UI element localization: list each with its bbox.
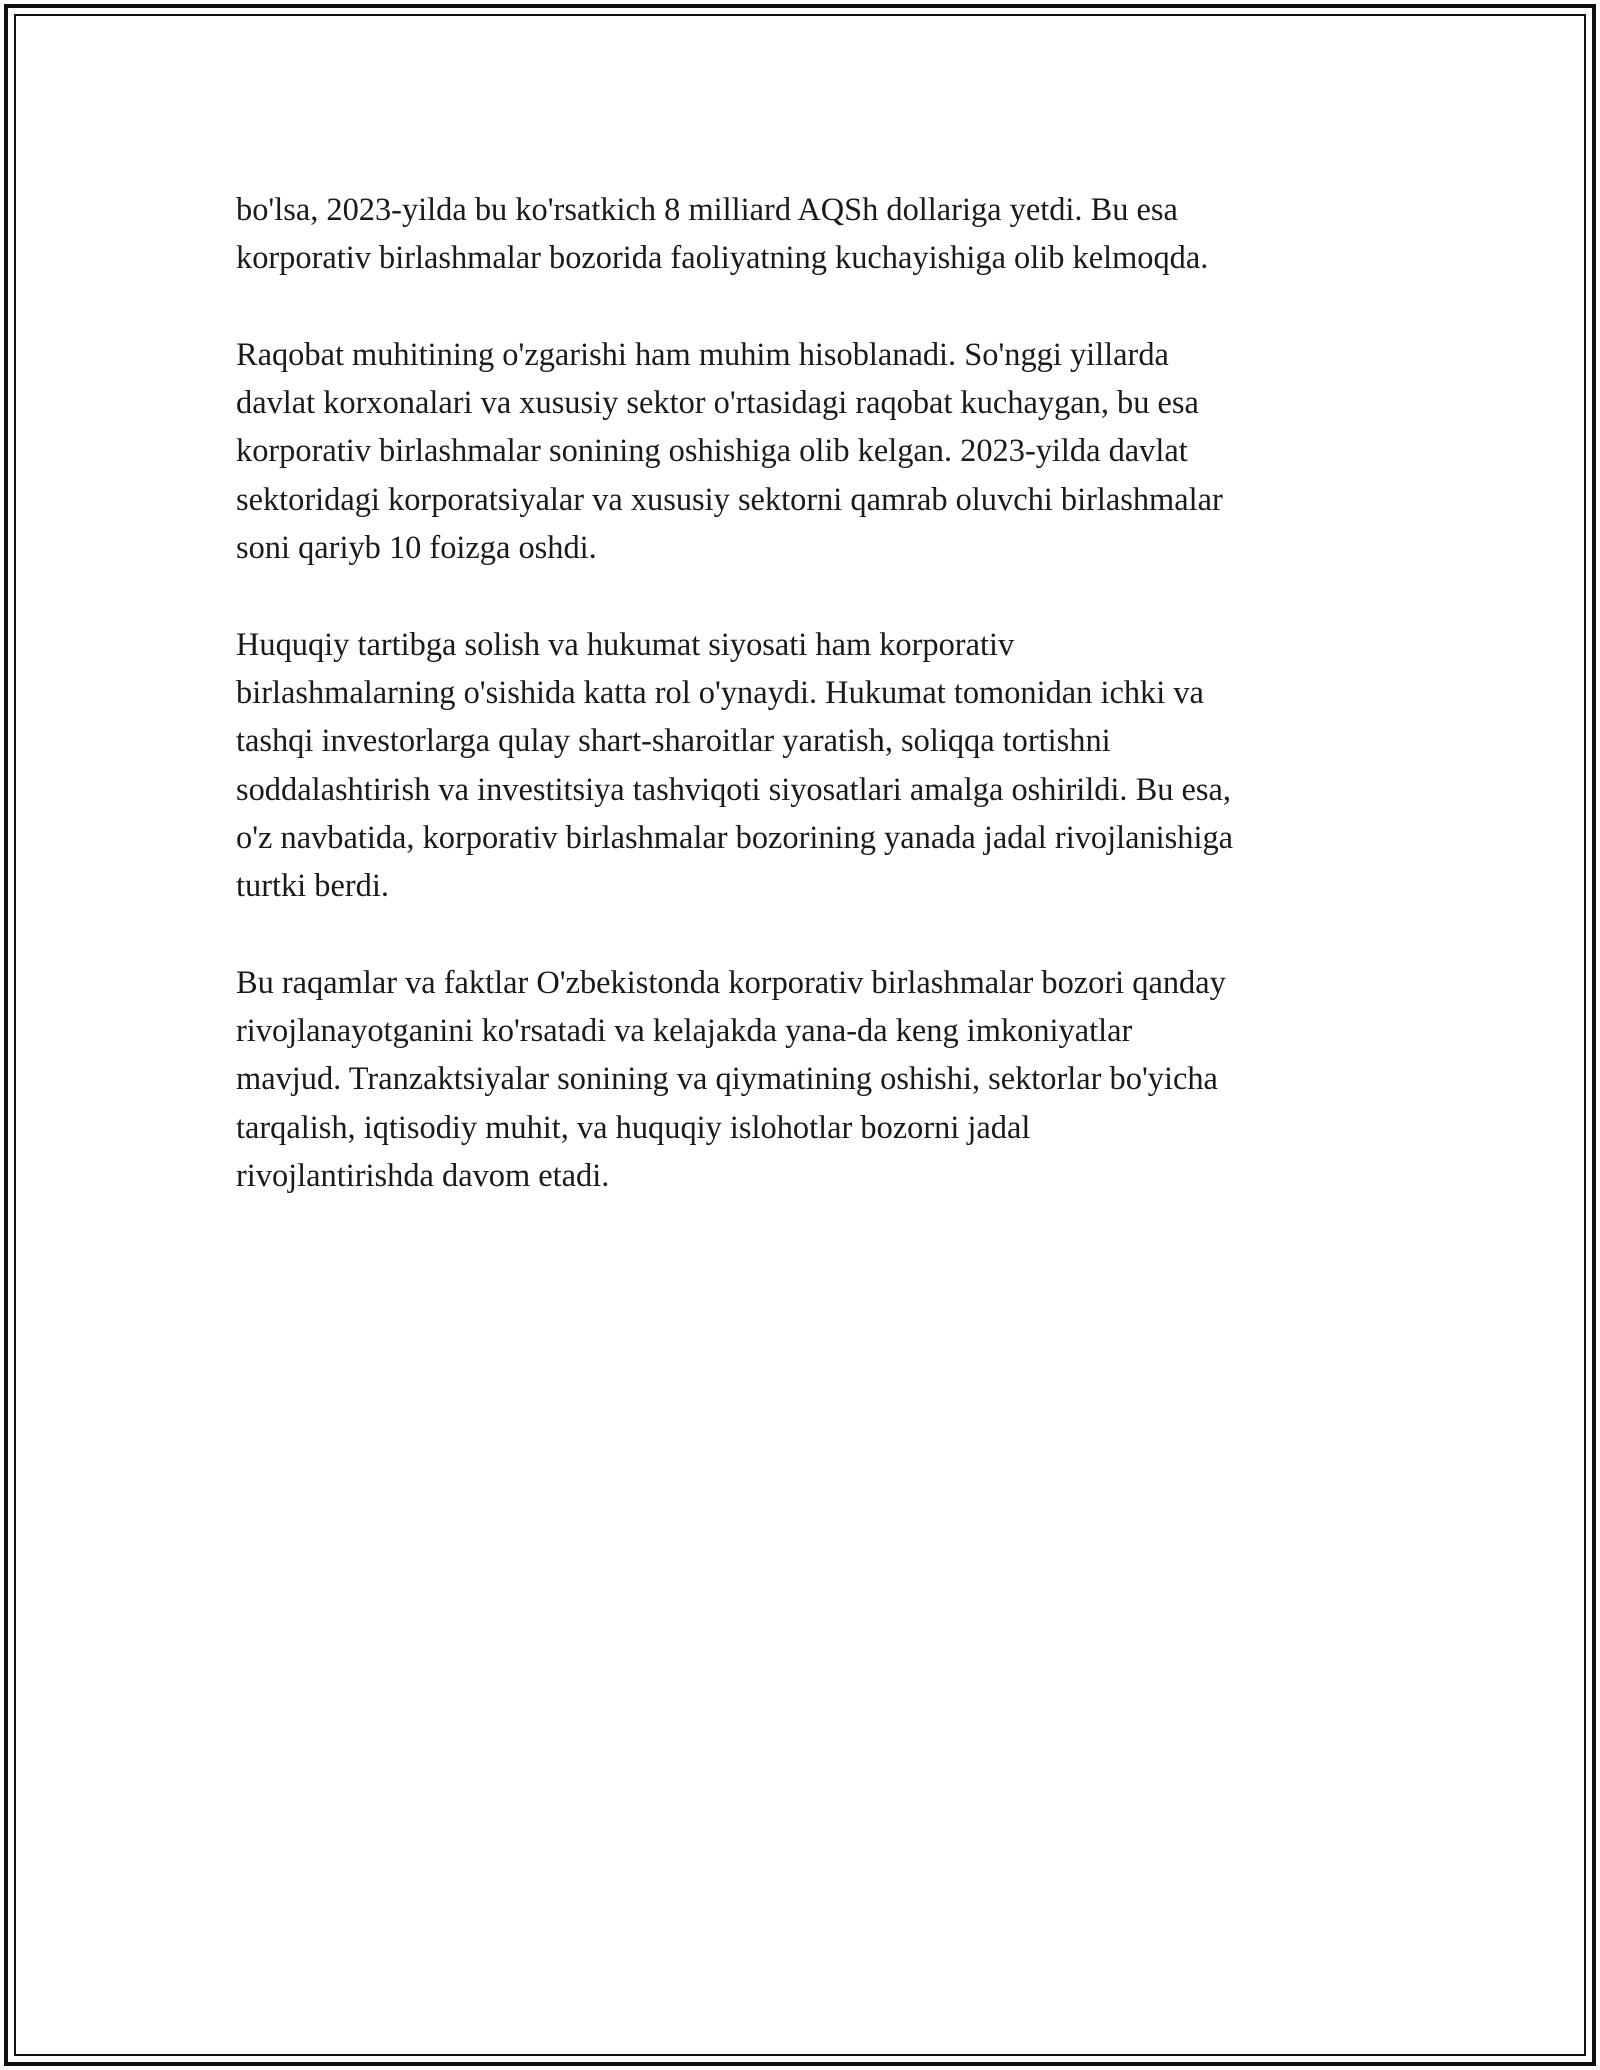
paragraph-4: Bu raqamlar va faktlar O'zbekistonda korporativ birlashmalar bozori qanday rivojlanayotganini ko'rsatadi va kelajakda yana-da keng imkoniyatlar mavjud. Tranzaktsiyalar sonining va qiymatining oshishi, sektorlar bo'yicha tarqalish, iqtisodiy muhit, va huquqiy islohotlar bozorni jadal rivojlantirishda davom etadi.	[236, 964, 1226, 1194]
paragraph-2: Raqobat muhitining o'zgarishi ham muhim hisoblanadi. So'nggi yillarda davlat korxonalari va xususiy sektor o'rtasidagi raqobat kuchaygan, bu esa korporativ birlashmalar sonining oshishiga olib kelgan. 2023-yilda davlat sektoridagi korporatsiyalar va xususiy sektorni qamrab oluvchi birlashmalar soni qariyb 10 foizga oshdi.	[236, 336, 1223, 567]
document-body	[236, 186, 1386, 1200]
paragraph-3: Huquqiy tartibga solish va hukumat siyosati ham korporativ birlashmalarning o'sishida katta rol o'ynaydi. Hukumat tomonidan ichki va tashqi investorlarga qulay shart-sharoitlar yaratish, soliqqa tortishni soddalashtirish va investitsiya tashviqoti siyosatlari amalga oshirildi. Bu esa, o'z navbatida, korporativ birlashmalar bozorining yanada jadal rivojlanishiga turtki berdi.	[236, 626, 1234, 905]
paragraph-1: bo'lsa, 2023-yilda bu ko'rsatkich 8 milliard AQSh dollariga yetdi. Bu esa korporativ birlashmalar bozorida faoliyatning kuchayishiga olib kelmoqda.	[236, 192, 1209, 277]
